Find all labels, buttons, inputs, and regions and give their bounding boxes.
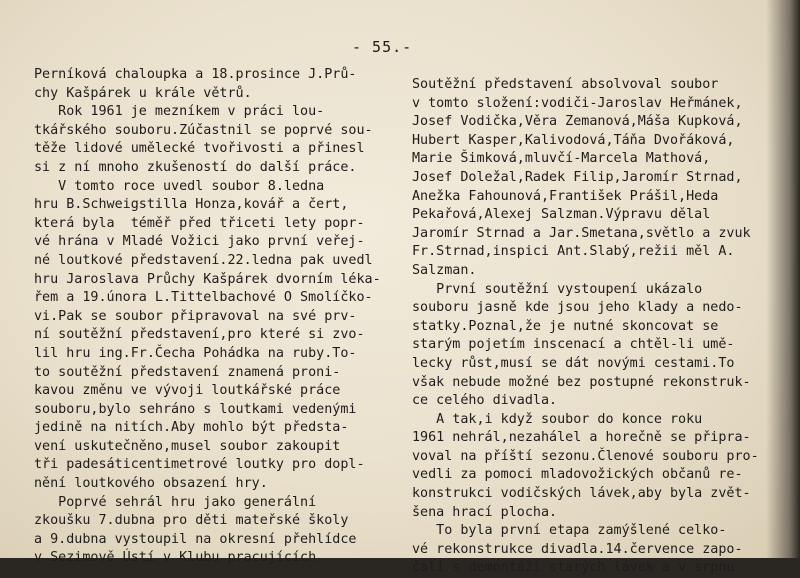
text-line: kavou změnu ve vývoji loutkářské práce: [34, 383, 341, 399]
text-line: souboru jasně kde jsou jeho klady a nedo-: [412, 300, 743, 316]
text-line: která byla téměř před třiceti lety popr-: [34, 215, 365, 231]
text-line: vedli za pomoci mladovožických občanů re-: [412, 467, 743, 483]
text-line: starým pojetím inscenací a chtěl-li umě-: [412, 337, 735, 353]
text-line: Rok 1961 je mezníkem v práci lou-: [34, 104, 325, 120]
text-line: né loutkové představení.22.ledna pak uvedl: [34, 252, 373, 268]
text-line: zkoušku 7.dubna pro děti mateřské školy: [34, 513, 349, 529]
text-line: nění loutkového obsazení hry.: [34, 476, 268, 492]
text-line: voval na příští sezonu.Členové souboru pro-: [412, 448, 759, 464]
text-line: a 9.dubna vystoupil na okresní přehlídce: [34, 531, 357, 547]
text-line: chy Kašpárek u krále větrů.: [34, 85, 252, 101]
right-text-column: [412, 76, 772, 578]
text-line: ní soutěžní představení,pro které si zvo-: [34, 327, 365, 343]
text-line: Perníková chaloupka a 18.prosince J.Prů-: [34, 67, 357, 82]
text-line: vé rekonstrukce divadla.14.července zapo-: [412, 541, 743, 557]
page-number: - 55.-: [352, 38, 413, 56]
text-line: šena hrací plocha.: [412, 504, 558, 520]
text-line: Soutěžní představení absolvoval soubor: [412, 77, 719, 92]
text-line: v Sezimově Ústí v Klubu pracujících.: [34, 550, 325, 566]
text-line: v tomto složení:vodiči-Jaroslav Heřmánek,: [412, 95, 743, 111]
text-line: tři padesáticentimetrové loutky pro dopl-: [34, 457, 365, 473]
text-line: konstrukci vodičských lávek,aby byla zvět-: [412, 486, 751, 502]
text-line: těže lidové umělecké tvořivosti a přinesl: [34, 141, 365, 157]
text-line: souboru,bylo sehráno s loutkami vedenými: [34, 401, 357, 417]
text-line: tkářského souboru.Zúčastnil se poprvé sou-: [34, 122, 373, 138]
text-line: Jaromír Strnad a Jar.Smetana,světlo a zvuk: [412, 225, 751, 241]
text-line: to soutěžní představení znamená proni-: [34, 364, 341, 380]
text-line: vi.Pak se soubor připravoval na své prv-: [34, 308, 357, 324]
page-edge-shadow: [766, 0, 800, 558]
text-line: V tomto roce uvedl soubor 8.ledna: [34, 178, 325, 194]
text-line: Fr.Strnad,inspici Ant.Slabý,režii měl A.: [412, 244, 735, 260]
text-line: ce celého divadla.: [412, 393, 558, 409]
text-line: řem a 19.února L.Tittelbachové O Smolíčko-: [34, 290, 373, 306]
text-line: Anežka Fahounová,František Prášil,Hedа: [412, 188, 719, 204]
text-line: 1961 nehrál,nezahálel a horečně se připra-: [412, 430, 751, 446]
text-line: lil hru ing.Fr.Čecha Pohádka na ruby.To-: [34, 345, 357, 361]
text-line: jedině na nitích.Aby mohlo být předsta-: [34, 420, 349, 436]
text-line: Pekařová,Alexej Salzman.Výpravu dělal: [412, 207, 711, 223]
text-line: si z ní mnoho zkušeností do další práce.: [34, 159, 357, 175]
text-line: Marie Šimková,mluvčí-Marcela Mathová,: [412, 151, 711, 167]
text-line: vení uskutečněno,musel soubor zakoupit: [34, 438, 341, 454]
text-line: To byla první etapa zamýšlené celko-: [412, 523, 727, 539]
text-line: První soutěžní vystoupení ukázalo: [412, 281, 703, 297]
left-text-column: [34, 66, 396, 568]
text-line: statky.Poznal,že je nutné skoncovat se: [412, 318, 719, 334]
text-line: A tak,i když soubor do konce roku: [412, 411, 703, 427]
text-line: Josef Vodička,Věra Zemanová,Máša Kupková,: [412, 114, 743, 130]
text-line: Josef Doležal,Radek Filip,Jaromír Strnad,: [412, 169, 743, 185]
text-line: Hubert Kasper,Kalivodová,Táňa Dvořáková,: [412, 132, 735, 148]
text-line: Poprvé sehrál hru jako generální: [34, 494, 317, 510]
text-line: čali s demontáží starých lávek a v srpnu: [412, 560, 735, 576]
text-line: však nebude možné bez postupné rekonstruk-: [412, 374, 751, 390]
text-line: hru B.Schweigstilla Honza,kovář a čert,: [34, 197, 349, 213]
text-line: lecky růst,musí se dát novými cestami.To: [412, 355, 735, 371]
text-line: Salzman.: [412, 262, 477, 278]
text-line: hru Jaroslava Průchy Kašpárek dvorním léka-: [34, 271, 381, 287]
text-line: vé hrána v Mladé Vožici jako první veřej-: [34, 234, 365, 250]
